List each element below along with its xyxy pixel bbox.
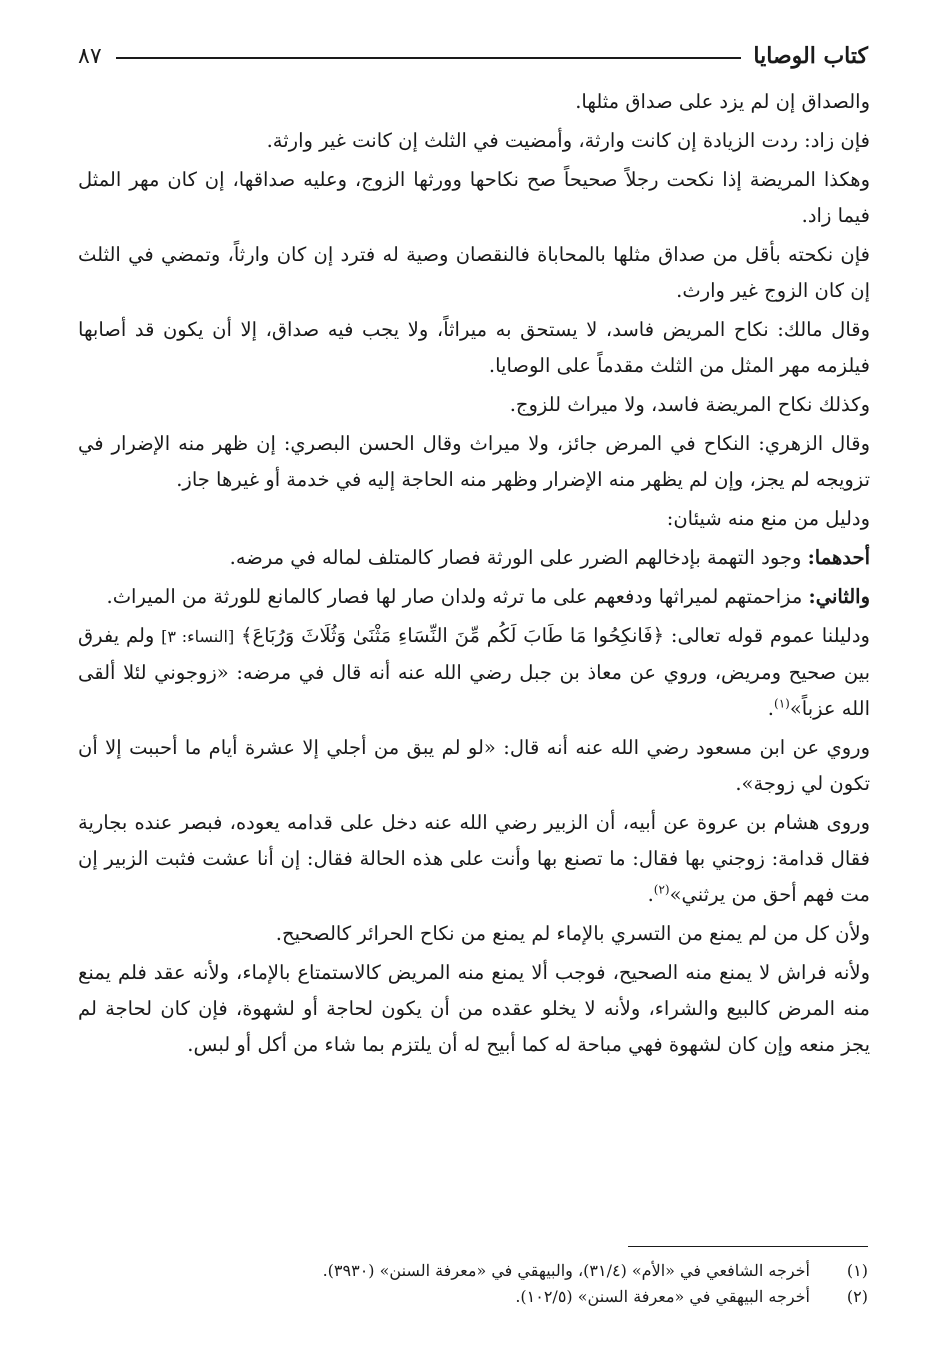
paragraph: وكذلك نكاح المريضة فاسد، ولا ميراث للزوج. <box>509 393 870 416</box>
footnote-number: (٢) <box>846 1287 868 1306</box>
paragraph: وقال مالك: نكاح المريض فاسد، لا يستحق به ميراثاً، ولا يجب فيه صداق، إلا أن يكون قد أصابها فيلزمه مهر المثل من الثلث مقدماً على الوصايا. <box>78 318 870 377</box>
running-title: كتاب الوصايا <box>753 43 868 69</box>
paragraph: وروى هشام بن عروة عن أبيه، أن الزبير رضي الله عنه دخل على قدامه يعوده، فبصر عنده بجارية فقال قدامة: زوجني بها فقال: ما تصنع بها وأنت على هذه الحالة فقال: إن أنا عشت فثبت الزبير إن مت فهم أحق من يرثني»$^{(٢)}$. <box>78 811 870 906</box>
quran-verse: ودليلنا عموم قوله تعالى: ﴿فَانكِحُوا مَا طَابَ لَكُم مِّنَ النِّسَاءِ مَثْنَىٰ وَثُلَاثَ وَرُبَاعَ﴾ <box>241 624 870 647</box>
paragraph: ودليلنا عموم قوله تعالى: ﴿فَانكِحُوا مَا طَابَ لَكُم مِّنَ النِّسَاءِ مَثْنَىٰ وَثُلَاثَ وَرُبَاعَ﴾ [النساء: ٣] ولم يفرق بين صحيح ومريض، وروي عن معاذ بن جبل رضي الله عنه أنه قال في مرضه: «زوجوني لئلا ألقى الله عزباً»$^{(١)}$. <box>78 624 870 720</box>
footnote-number: (١) <box>846 1261 868 1280</box>
quran-reference: [النساء: ٣] <box>161 627 235 646</box>
paragraph: فإن نكحته بأقل من صداق مثلها بالمحاباة فالنقصان وصية له فترد إن كان وارثاً، وتمضي في الثلث إن كان الزوج غير وارث. <box>78 243 870 302</box>
paragraph: ولأن كل من لم يمنع من التسري بالإماء لم يمنع من نكاح الحرائر كالصحيح. <box>275 922 870 945</box>
footnotes <box>200 1258 868 1310</box>
paragraph: ودليل من منع منه شيئان: <box>666 507 870 530</box>
page-header <box>78 36 868 76</box>
footnote-text: أخرجه البيهقي في «معرفة السنن» (١٠٢/٥). <box>515 1287 810 1306</box>
footnote <box>200 1258 868 1284</box>
footnote-text: أخرجه الشافعي في «الأم» (٣١/٤)، والبيهقي في «معرفة السنن» (٣٩٣٠). <box>322 1261 810 1280</box>
paragraph <box>78 579 870 615</box>
paragraph: وهكذا المريضة إذا نكحت رجلاً صحيحاً صح نكاحها وورثها الزوج، وعليه صداقها، إن كان مهر المثل فيما زاد. <box>78 168 870 227</box>
footnote-marker: (٢) <box>653 882 670 897</box>
paragraph: فإن زاد: ردت الزيادة إن كانت وارثة، وأمضيت في الثلث إن كانت غير وارثة. <box>266 129 870 152</box>
paragraph-text: وروى هشام بن عروة عن أبيه، أن الزبير رضي الله عنه دخل على قدامه يعوده، فبصر عنده بجارية فقال قدامة: زوجني بها فقال: ما تصنع بها وأنت على هذه الحالة فقال: إن أنا عشت فثبت الزبير إن مت فهم أحق من يرثني» <box>78 811 870 906</box>
paragraph: وروي عن ابن مسعود رضي الله عنه أنه قال: «لو لم يبق من أجلي إلا عشرة أيام ما أحببت إلا أن تكون لي زوجة». <box>78 736 870 795</box>
footnote-separator <box>628 1246 868 1247</box>
header-rule <box>116 57 742 59</box>
paragraph <box>78 540 870 576</box>
paragraph: ولأنه فراش لا يمنع منه الصحيح، فوجب ألا يمنع منه المريض كالاستمتاع بالإماء، ولأنه عقد فلم يمنع منه المرض كالبيع والشراء، ولأنه لا يخلو عقده من أن يكون لحاجة أو لشهوة، فإن كان لحاجة لم يجز منعه وإن كان لشهوة فهي مباحة له كما أبيح له أن يلتزم بما شاء من أكل أو لبس. <box>78 961 870 1056</box>
second-reason-text: مزاحمتهم لميراثها ودفعهم على ما ترثه ولدان صار لها فصار كالمانع للورثة من الميراث. <box>106 585 803 608</box>
footnote-marker: (١) <box>774 696 790 711</box>
first-reason-text: وجود التهمة بإدخالهم الضرر على الورثة فصار كالمتلف لماله في مرضه. <box>229 546 802 569</box>
paragraph: والصداق إن لم يزد على صداق مثلها. <box>575 90 870 113</box>
paragraph: وقال الزهري: النكاح في المرض جائز، ولا ميراث وقال الحسن البصري: إن ظهر منه الإضرار في تزويجه لم يجز، وإن لم يظهر منه الإضرار وظهر منه الحاجة إليه في خدمة أو غيرها جاز. <box>78 432 870 491</box>
page-number: ٨٧ <box>78 43 102 69</box>
second-reason-label: والثاني: <box>808 585 870 608</box>
paragraph-text: ولم يفرق بين صحيح ومريض، وروي عن معاذ بن جبل رضي الله عنه أنه قال في مرضه: «زوجوني لئلا ألقى الله عزباً» <box>78 624 870 720</box>
main-text <box>78 84 870 1066</box>
first-reason-label: أحدهما: <box>807 546 870 569</box>
footnote <box>200 1284 868 1310</box>
